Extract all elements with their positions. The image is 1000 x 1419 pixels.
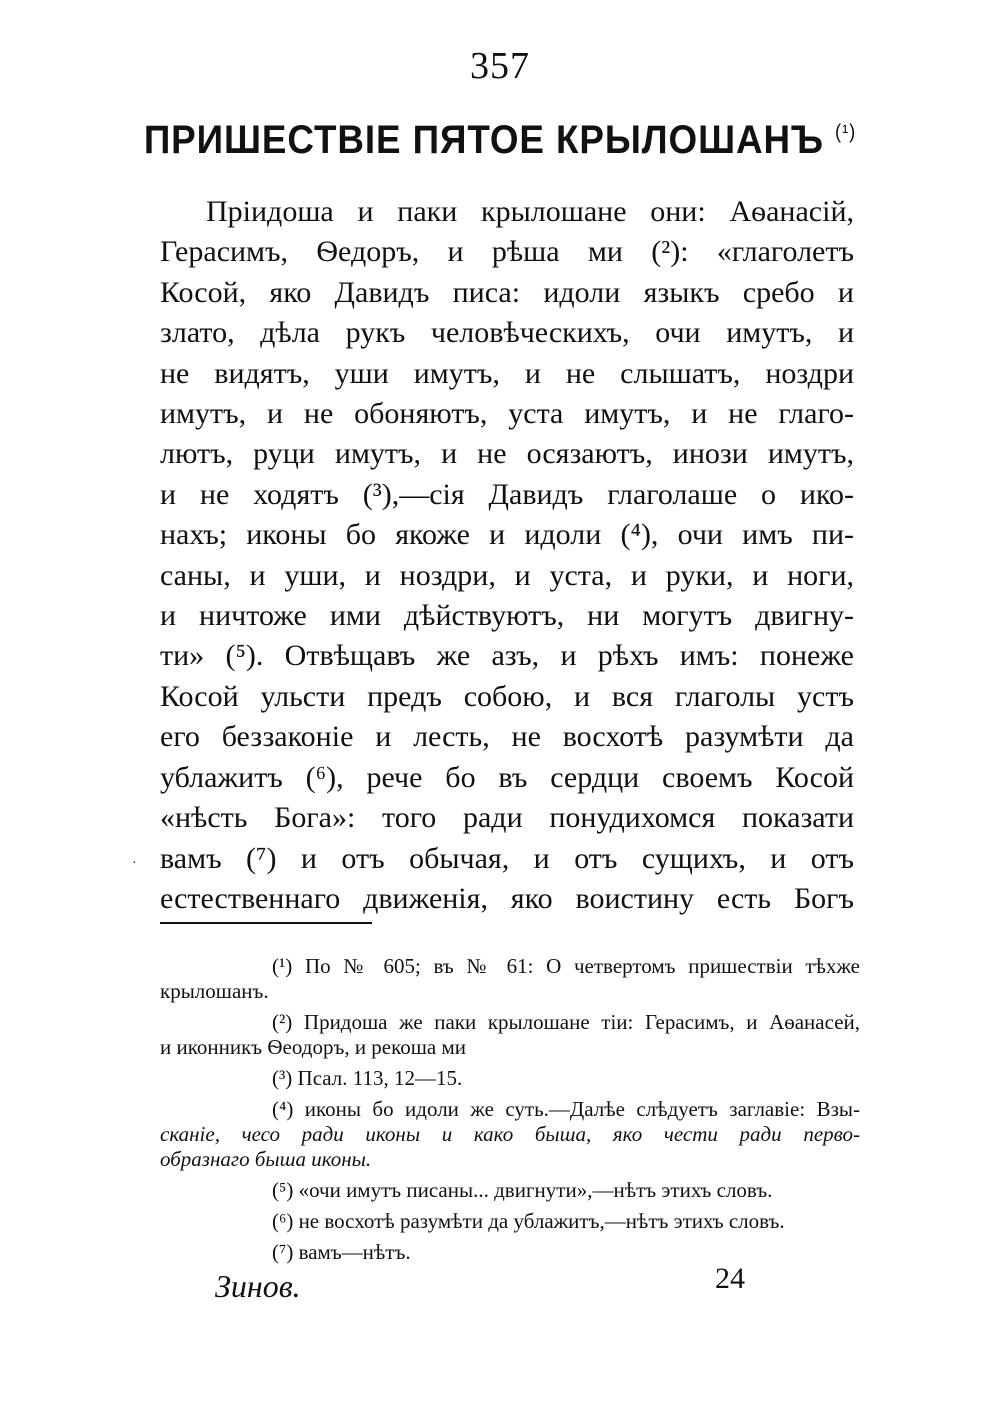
footnote bbox=[160, 1240, 860, 1265]
footnote-text: иконы бо идоли же суть.—Далѣе слѣдуетъ заглавіе: Взы- bbox=[304, 1097, 861, 1121]
signature-number: 24 bbox=[715, 1262, 745, 1295]
footnote-marker: (⁴) bbox=[272, 1097, 294, 1121]
stray-mark: · bbox=[132, 856, 137, 871]
main-text-line: и не ходятъ (³),—сія Давидъ глаголаше о ико- bbox=[160, 477, 854, 511]
footnote bbox=[160, 1178, 860, 1203]
footnote-first-line bbox=[160, 1097, 860, 1122]
footnote-text: образнаго быша иконы. bbox=[160, 1147, 372, 1171]
main-text-line: естественнаго движенія, яко воистину есть Богъ bbox=[160, 881, 854, 915]
main-text-line: Косой, яко Давидъ писа: идоли языкъ сребо и bbox=[160, 275, 854, 309]
footnote-marker: (⁷) bbox=[272, 1240, 294, 1264]
footnote-first-line bbox=[160, 1240, 860, 1265]
footnote-first-line bbox=[160, 1010, 860, 1035]
footnote-text: Псал. 113, 12—15. bbox=[297, 1066, 463, 1090]
footnote-text: не восхотѣ разумѣти да ублажитъ,—нѣтъ этихъ словъ. bbox=[298, 1209, 785, 1233]
main-text-line: Герасимъ, Ѳедоръ, и рѣша ми (²): «глаголетъ bbox=[160, 235, 854, 269]
footnote-marker: (⁵) bbox=[272, 1178, 294, 1202]
page-number: 357 bbox=[470, 45, 530, 87]
main-text-line: злато, дѣла рукъ человѣческихъ, очи имутъ, и bbox=[160, 316, 854, 350]
footnote bbox=[160, 954, 860, 1004]
footnote-marker: (¹) bbox=[272, 954, 293, 978]
footnote-first-line bbox=[160, 1066, 860, 1091]
footnote-text: Придоша же паки крылошане тіи: Герасимъ, и Аѳанасей, bbox=[303, 1010, 860, 1034]
main-text-line: и ничтоже ими дѣйствуютъ, ни могутъ двигну- bbox=[160, 599, 854, 633]
main-text-line: саны, и уши, и ноздри, и уста, и руки, и ноги, bbox=[160, 558, 854, 592]
main-text-line: ублажитъ (⁶), рече бо въ сердци своемъ Косой bbox=[160, 760, 854, 794]
footnote-marker: (⁶) bbox=[272, 1209, 294, 1233]
footnote-text: вамъ—нѣтъ. bbox=[298, 1240, 411, 1264]
footnote-marker: (²) bbox=[272, 1010, 293, 1034]
main-text-line: Косой ульсти предъ собою, и вся глаголы устъ bbox=[160, 679, 854, 713]
footnote-text: крылошанъ. bbox=[160, 979, 269, 1003]
footnote-marker: (³) bbox=[272, 1066, 293, 1090]
footnote bbox=[160, 1066, 860, 1091]
footnote-first-line bbox=[160, 954, 860, 979]
footnote-first-line bbox=[160, 1209, 860, 1234]
footnote bbox=[160, 1010, 860, 1060]
chapter-title-text: ПРИШЕСТВІЕ ПЯТОЕ КРЫЛОШАНЪ bbox=[143, 118, 824, 162]
main-text-line: не видятъ, уши имутъ, и не слышатъ, ноздри bbox=[160, 356, 854, 390]
main-text-line: лютъ, руци имутъ, и не осязаютъ, инози имутъ, bbox=[160, 437, 854, 471]
footnote-text: сканіе, чесо ради иконы и како быша, яко чести ради перво- bbox=[160, 1122, 860, 1146]
main-text bbox=[160, 192, 854, 919]
main-text-line: вамъ (⁷) и отъ обычая, и отъ сущихъ, и отъ bbox=[160, 841, 854, 875]
main-text-line: Пріидоша и паки крылошане они: Аѳанасій, bbox=[206, 195, 854, 228]
footnotes bbox=[160, 954, 860, 1271]
footnote-text: По № 605; въ № 61: О четвертомъ пришествіи тѣхже bbox=[304, 954, 860, 978]
chapter-title-note-marker: (¹) bbox=[835, 121, 857, 144]
footnote-text: «очи имутъ писаны... двигнути»,—нѣтъ этихъ словъ. bbox=[298, 1178, 773, 1202]
footnote-text: и иконникъ Ѳеодоръ, и рекоша ми bbox=[160, 1035, 467, 1059]
main-text-line: нахъ; иконы бо якоже и идоли (⁴), очи имъ пи- bbox=[160, 518, 854, 552]
main-text-line: имутъ, и не обоняютъ, уста имутъ, и не глаго- bbox=[160, 397, 854, 431]
footnote-rule bbox=[160, 922, 372, 924]
main-text-line: «нѣсть Бога»: того ради понудихомся показати bbox=[160, 801, 854, 835]
main-text-line: ти» (⁵). Отвѣщавъ же азъ, и рѣхъ имъ: понеже bbox=[160, 639, 854, 673]
footnote-first-line bbox=[160, 1178, 860, 1203]
footnote bbox=[160, 1097, 860, 1172]
chapter-title bbox=[40, 118, 960, 163]
footnote bbox=[160, 1209, 860, 1234]
main-text-line: его беззаконіе и лесть, не восхотѣ разумѣти да bbox=[160, 720, 854, 754]
signature: Зинов. bbox=[215, 1268, 301, 1304]
